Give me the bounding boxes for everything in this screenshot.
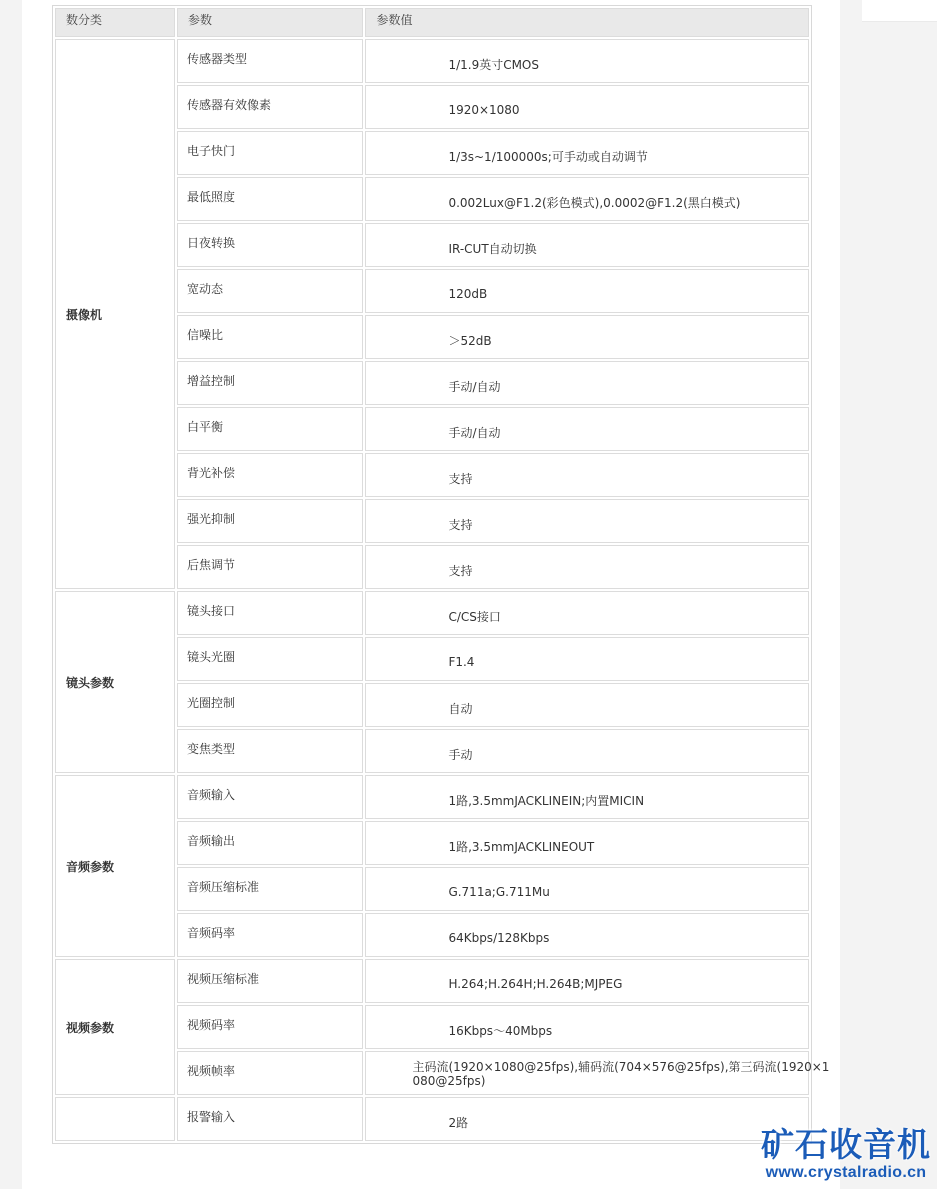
- param-cell: 后焦调节: [177, 545, 363, 589]
- table-row: [55, 959, 809, 1003]
- value-cell: 1路,3.5mmJACKLINEIN;内置MICIN: [365, 775, 809, 819]
- param-cell: 最低照度: [177, 177, 363, 221]
- value-cell: 16Kbps～40Mbps: [365, 1005, 809, 1049]
- header-value: 参数值: [365, 8, 809, 37]
- category-cell: 镜头参数: [55, 591, 175, 773]
- param-cell: 音频输入: [177, 775, 363, 819]
- table-row: [55, 591, 809, 635]
- param-cell: 视频压缩标准: [177, 959, 363, 1003]
- value-cell: 0.002Lux@F1.2(彩色模式),0.0002@F1.2(黑白模式): [365, 177, 809, 221]
- param-cell: 白平衡: [177, 407, 363, 451]
- value-cell: 120dB: [365, 269, 809, 313]
- value-cell: 1/1.9英寸CMOS: [365, 39, 809, 83]
- param-cell: 镜头光圈: [177, 637, 363, 681]
- param-cell: 日夜转换: [177, 223, 363, 267]
- sidebar-card: [862, 0, 937, 22]
- value-cell: 1路,3.5mmJACKLINEOUT: [365, 821, 809, 865]
- param-cell: 传感器有效像素: [177, 85, 363, 129]
- param-cell: 强光抑制: [177, 499, 363, 543]
- spec-table: [52, 5, 830, 1144]
- value-cell: [365, 1051, 830, 1095]
- value-line: 080@25fps): [412, 1074, 486, 1088]
- value-cell: 手动/自动: [365, 361, 809, 405]
- param-cell: 宽动态: [177, 269, 363, 313]
- table-row: [55, 1097, 809, 1141]
- value-cell: H.264;H.264H;H.264B;MJPEG: [365, 959, 809, 1003]
- table-row: [55, 39, 809, 83]
- value-cell: 支持: [365, 453, 809, 497]
- watermark-logo: [761, 1126, 931, 1182]
- value-cell: 1920×1080: [365, 85, 809, 129]
- param-cell: 变焦类型: [177, 729, 363, 773]
- category-cell: 音频参数: [55, 775, 175, 957]
- category-cell: 视频参数: [55, 959, 175, 1095]
- value-cell: 手动: [365, 729, 809, 773]
- value-cell: 支持: [365, 545, 809, 589]
- value-cell: ＞52dB: [365, 315, 809, 359]
- param-cell: 电子快门: [177, 131, 363, 175]
- param-cell: 视频码率: [177, 1005, 363, 1049]
- header-category: 数分类: [55, 8, 175, 37]
- watermark-url: www.crystalradio.cn: [765, 1164, 927, 1181]
- param-cell: 传感器类型: [177, 39, 363, 83]
- param-cell: 信噪比: [177, 315, 363, 359]
- table-header-row: [55, 8, 809, 37]
- value-cell: 64Kbps/128Kbps: [365, 913, 809, 957]
- value-cell: IR-CUT自动切换: [365, 223, 809, 267]
- param-cell: 增益控制: [177, 361, 363, 405]
- value-cell: F1.4: [365, 637, 809, 681]
- value-cell: 手动/自动: [365, 407, 809, 451]
- param-cell: 报警输入: [177, 1097, 363, 1141]
- param-cell: 音频输出: [177, 821, 363, 865]
- param-cell: 镜头接口: [177, 591, 363, 635]
- value-cell: 自动: [365, 683, 809, 727]
- param-cell: 背光补偿: [177, 453, 363, 497]
- header-param: 参数: [177, 8, 363, 37]
- param-cell: 音频压缩标准: [177, 867, 363, 911]
- value-cell: 1/3s~1/100000s;可手动或自动调节: [365, 131, 809, 175]
- watermark-brand: 矿石收音机: [761, 1125, 931, 1164]
- param-cell: 光圈控制: [177, 683, 363, 727]
- param-cell: 视频帧率: [177, 1051, 363, 1095]
- category-cell: 摄像机: [55, 39, 175, 589]
- value-cell: C/CS接口: [365, 591, 809, 635]
- value-cell: 2路: [365, 1097, 809, 1141]
- value-cell: 支持: [365, 499, 809, 543]
- value-cell: G.711a;G.711Mu: [365, 867, 809, 911]
- value-line: 主码流(1920×1080@25fps),辅码流(704×576@25fps),第三码流(1920×1: [412, 1060, 830, 1074]
- category-cell: [55, 1097, 175, 1141]
- table-row: [55, 775, 809, 819]
- param-cell: 音频码率: [177, 913, 363, 957]
